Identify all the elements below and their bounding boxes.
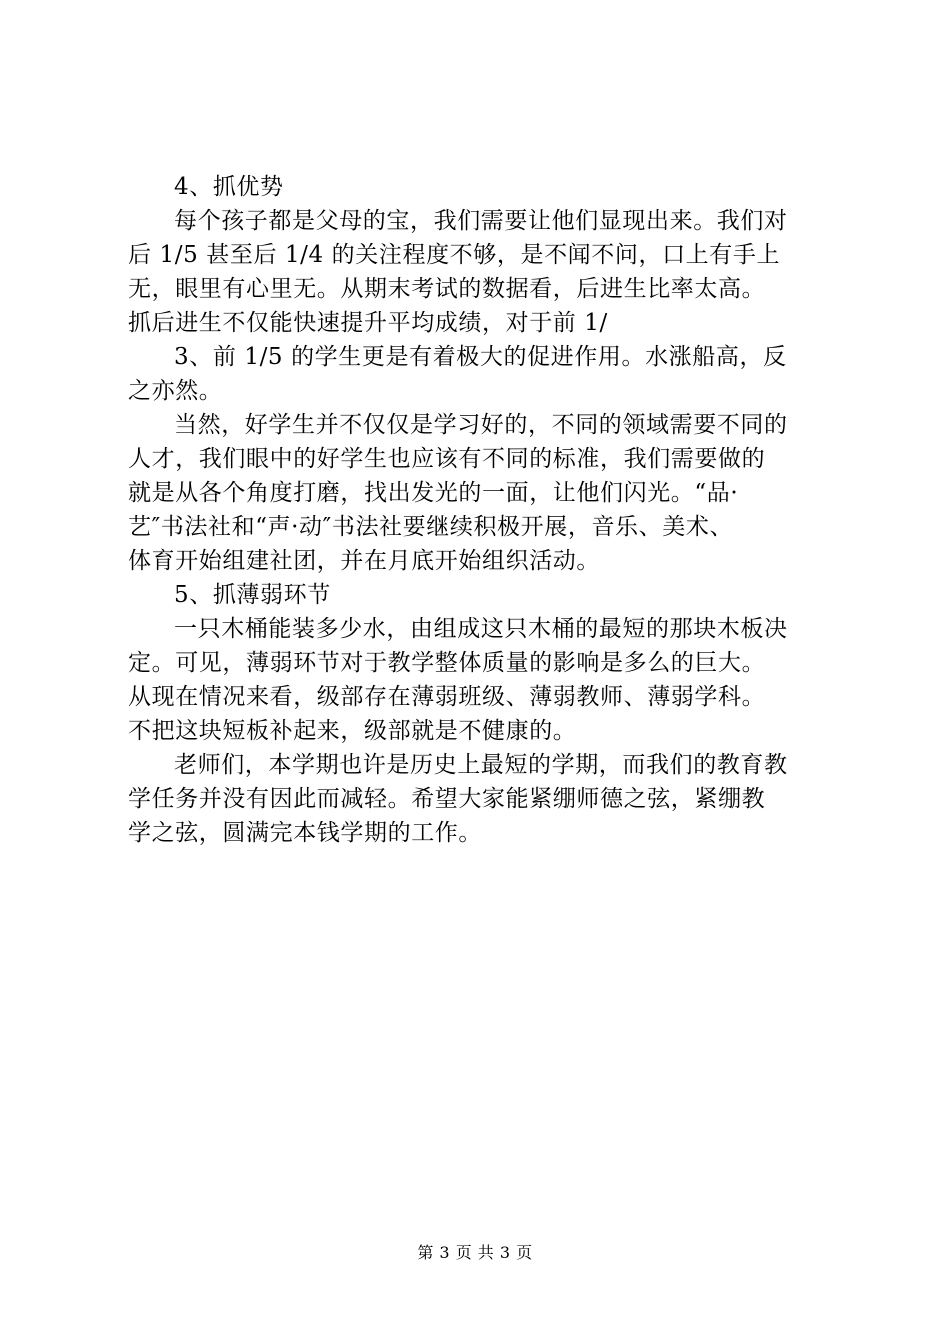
paragraph-line: 学之弦，圆满完本钱学期的工作。 <box>128 820 482 846</box>
paragraph-line: 体育开始组建社团，并在月底开始组织活动。 <box>128 548 600 574</box>
paragraph-line: 学任务并没有因此而减轻。希望大家能紧绷师德之弦，紧绷教 <box>128 786 766 812</box>
paragraph-line: 定。可见，薄弱环节对于教学整体质量的影响是多么的巨大。 <box>128 650 766 676</box>
paragraph-line: 每个孩子都是父母的宝，我们需要让他们显现出来。我们对 <box>174 208 788 234</box>
paragraph-line: 抓后进生不仅能快速提升平均成绩，对于前 1/ <box>128 310 608 336</box>
page-number-label: 第 3 页 共 3 页 <box>417 1243 533 1262</box>
paragraph-line: 之亦然。 <box>128 378 223 404</box>
paragraph-line: 不把这块短板补起来，级部就是不健康的。 <box>128 718 577 744</box>
paragraph-line: 老师们，本学期也许是历史上最短的学期，而我们的教育教 <box>174 752 788 778</box>
section-heading-weak-links: 5、抓薄弱环节 <box>174 582 331 608</box>
paragraph-line: 后 1/5 甚至后 1/4 的关注程度不够，是不闻不问，口上有手上 <box>128 242 781 268</box>
paragraph-line: 一只木桶能装多少水，由组成这只木桶的最短的那块木板决 <box>174 616 788 642</box>
document-body <box>128 170 840 850</box>
paragraph-line: 无，眼里有心里无。从期末考试的数据看，后进生比率太高。 <box>128 276 766 302</box>
paragraph-line: 从现在情况来看，级部存在薄弱班级、薄弱教师、薄弱学科。 <box>128 684 766 710</box>
page-footer <box>0 1242 950 1264</box>
paragraph-line: 艺″书法社和“声·动″书法社要继续积极开展，音乐、美术、 <box>128 514 734 540</box>
paragraph-line: 就是从各个角度打磨，找出发光的一面，让他们闪光。“品· <box>128 480 739 506</box>
paragraph-line: 当然，好学生并不仅仅是学习好的，不同的领域需要不同的 <box>174 412 788 438</box>
paragraph-line: 3、前 1/5 的学生更是有着极大的促进作用。水涨船高，反 <box>174 344 787 370</box>
section-heading-strengths: 4、抓优势 <box>174 174 284 200</box>
paragraph-line: 人才，我们眼中的好学生也应该有不同的标准，我们需要做的 <box>128 446 766 472</box>
